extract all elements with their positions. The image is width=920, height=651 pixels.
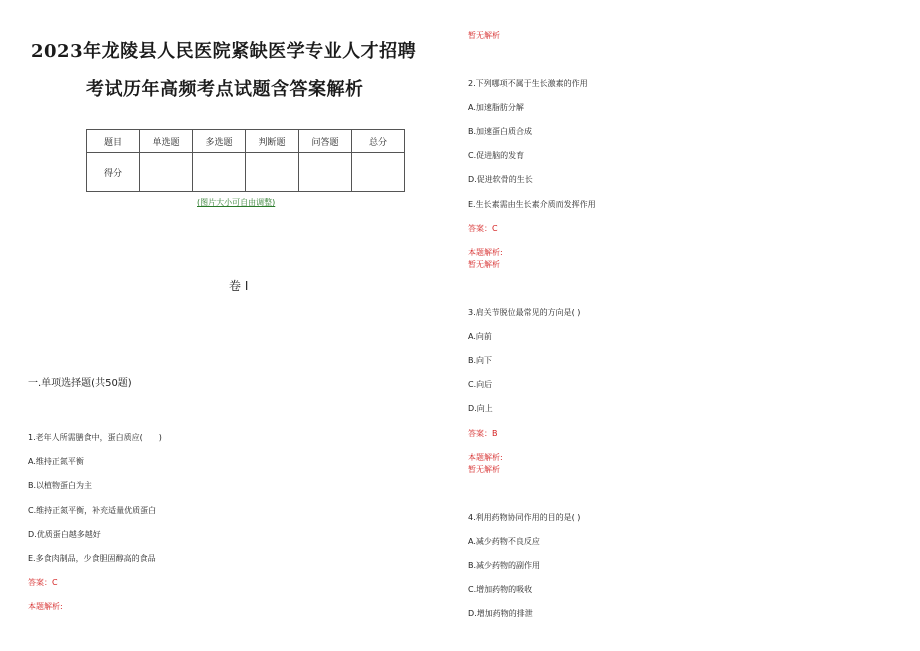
answer-text: 答案：B	[468, 429, 498, 438]
question-option: E.生长素需由生长素介质而发挥作用	[468, 200, 596, 209]
question-option: C.维持正氮平衡，补充适量优质蛋白	[28, 506, 157, 515]
question-option: B.减少药物的副作用	[468, 561, 541, 570]
analysis-label: 本题解析:	[468, 453, 503, 462]
analysis-label: 本题解析:	[468, 248, 503, 257]
score-header-cell: 问答题	[299, 130, 352, 153]
score-cell	[193, 153, 246, 192]
score-header-cell: 题目	[87, 130, 140, 153]
question-option: B.向下	[468, 356, 493, 365]
score-header-cell: 判断题	[246, 130, 299, 153]
document-title-line-2: 考试历年高频考点试题含答案解析	[86, 79, 364, 100]
question-option: A.向前	[468, 332, 492, 341]
question-stem: 2.下列哪项不属于生长激素的作用	[468, 79, 588, 88]
question-stem: 3.肩关节脱位最常见的方向是( )	[468, 308, 581, 317]
question-option: D.优质蛋白越多越好	[28, 530, 101, 539]
analysis-text: 暂无解析	[468, 465, 500, 474]
analysis-label: 本题解析:	[28, 602, 63, 611]
question-option: D.增加药物的排泄	[468, 609, 533, 618]
question-option: A.减少药物不良反应	[468, 537, 540, 546]
image-size-note: (图片大小可自由调整)	[197, 198, 276, 207]
section-heading: 一.单项选择题(共50题)	[28, 378, 132, 389]
score-cell	[352, 153, 405, 192]
question-option: D.促进软骨的生长	[468, 175, 533, 184]
question-option: A.加速脂肪分解	[468, 103, 524, 112]
analysis-text: 暂无解析	[468, 31, 500, 40]
volume-heading: 卷 I	[229, 279, 249, 293]
analysis-text: 暂无解析	[468, 260, 500, 269]
score-header-cell: 单选题	[140, 130, 193, 153]
question-option: D.向上	[468, 404, 493, 413]
score-table	[86, 129, 405, 192]
score-header-cell: 多选题	[193, 130, 246, 153]
score-cell	[140, 153, 193, 192]
question-option: E.多食肉制品，少食胆固醇高的食品	[28, 554, 156, 563]
answer-text: 答案：C	[28, 578, 58, 587]
question-option: A.维持正氮平衡	[28, 457, 84, 466]
score-header-cell: 总分	[352, 130, 405, 153]
question-option: C.增加药物的吸收	[468, 585, 533, 594]
question-option: C.向后	[468, 380, 493, 389]
score-cell	[299, 153, 352, 192]
score-row-label: 得分	[87, 153, 140, 192]
question-stem: 1.老年人所需膳食中，蛋白质应( )	[28, 433, 162, 442]
question-option: B.加速蛋白质合成	[468, 127, 533, 136]
document-title-line-1: 2023年龙陵县人民医院紧缺医学专业人才招聘	[31, 41, 417, 62]
question-option: B.以植物蛋白为主	[28, 481, 93, 490]
score-cell	[246, 153, 299, 192]
question-option: C.促进脑的发育	[468, 151, 525, 160]
question-stem: 4.利用药物协同作用的目的是( )	[468, 513, 581, 522]
answer-text: 答案：C	[468, 224, 498, 233]
